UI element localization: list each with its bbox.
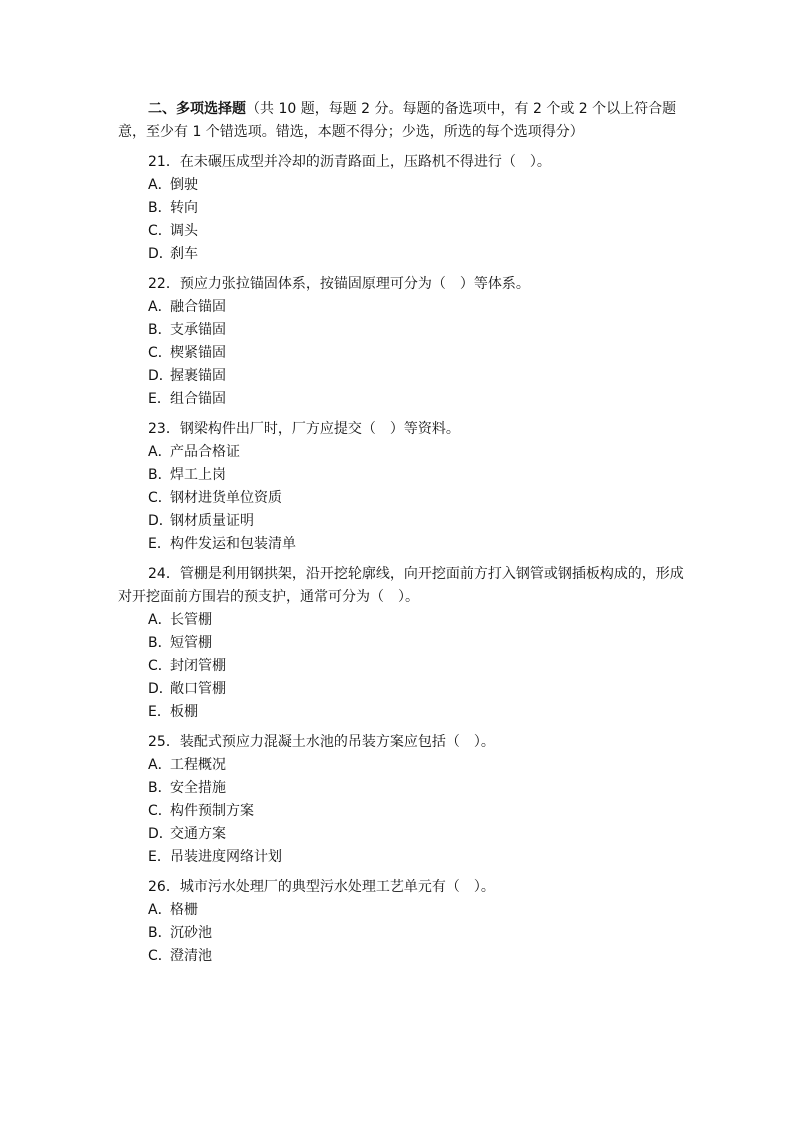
option-text: 构件预制方案: [170, 803, 254, 819]
question-24: [118, 563, 684, 724]
option-letter: A．: [148, 612, 172, 628]
option-text: 板棚: [170, 704, 198, 720]
option-letter: E．: [148, 704, 171, 720]
answer-option: [118, 945, 684, 968]
option-text: 握裹锚固: [170, 368, 226, 384]
option-text: 格栅: [170, 902, 198, 918]
question-stem: 23．钢梁构件出厂时，厂方应提交（ ）等资料。: [148, 421, 460, 437]
option-text: 钢材进货单位资质: [170, 490, 282, 506]
question-21: [118, 151, 684, 266]
answer-option: [118, 487, 684, 510]
option-letter: C．: [148, 948, 172, 964]
question-stem: 26．城市污水处理厂的典型污水处理工艺单元有（ ）。: [148, 879, 495, 895]
option-letter: B．: [148, 467, 172, 483]
section-heading: [118, 98, 684, 144]
answer-option: [118, 365, 684, 388]
question-stem: 22．预应力张拉锚固体系，按锚固原理可分为（ ）等体系。: [148, 276, 530, 292]
option-text: 楔紧锚固: [170, 345, 226, 361]
answer-option: [118, 243, 684, 266]
answer-option: [118, 220, 684, 243]
question-22: [118, 273, 684, 411]
option-letter: B．: [148, 780, 172, 796]
question-stem: 21．在未碾压成型并冷却的沥青路面上，压路机不得进行（ ）。: [148, 154, 551, 170]
option-text: 吊装进度网络计划: [170, 849, 282, 865]
option-letter: E．: [148, 391, 171, 407]
section-title: 二、多项选择题: [148, 101, 246, 117]
answer-option: [118, 533, 684, 556]
question-26: [118, 876, 684, 968]
answer-option: [118, 632, 684, 655]
option-text: 组合锚固: [170, 391, 226, 407]
answer-option: [118, 678, 684, 701]
answer-option: [118, 800, 684, 823]
option-text: 转向: [170, 200, 198, 216]
option-text: 交通方案: [170, 826, 226, 842]
option-text: 澄清池: [170, 948, 212, 964]
option-text: 沉砂池: [170, 925, 212, 941]
question-23: [118, 418, 684, 556]
document-page: [118, 98, 684, 975]
option-text: 产品合格证: [170, 444, 240, 460]
option-letter: C．: [148, 223, 172, 239]
answer-option: [118, 174, 684, 197]
option-letter: B．: [148, 925, 172, 941]
option-letter: D．: [148, 246, 173, 262]
option-letter: C．: [148, 803, 172, 819]
option-letter: A．: [148, 299, 172, 315]
answer-option: [118, 296, 684, 319]
answer-option: [118, 823, 684, 846]
answer-option: [118, 609, 684, 632]
option-letter: C．: [148, 345, 172, 361]
answer-option: [118, 899, 684, 922]
answer-option: [118, 922, 684, 945]
option-letter: A．: [148, 902, 172, 918]
option-text: 调头: [170, 223, 198, 239]
question-list: [118, 151, 684, 968]
answer-option: [118, 846, 684, 869]
answer-option: [118, 464, 684, 487]
option-letter: E．: [148, 849, 171, 865]
option-letter: C．: [148, 658, 172, 674]
option-letter: D．: [148, 368, 173, 384]
answer-option: [118, 441, 684, 464]
option-letter: A．: [148, 444, 172, 460]
option-text: 焊工上岗: [170, 467, 226, 483]
option-letter: A．: [148, 177, 172, 193]
question-stem: 24．管棚是利用钢拱架，沿开挖轮廓线，向开挖面前方打入钢管或钢插板构成的，形成对开挖面前方围岩的预支护，通常可分为（ ）。: [118, 566, 684, 605]
option-letter: D．: [148, 826, 173, 842]
option-text: 融合锚固: [170, 299, 226, 315]
option-text: 构件发运和包装清单: [170, 536, 296, 552]
option-text: 钢材质量证明: [170, 513, 254, 529]
option-letter: A．: [148, 757, 172, 773]
option-letter: E．: [148, 536, 171, 552]
answer-option: [118, 510, 684, 533]
option-text: 短管棚: [170, 635, 212, 651]
option-text: 工程概况: [170, 757, 226, 773]
question-stem: 25．装配式预应力混凝土水池的吊装方案应包括（ ）。: [148, 734, 495, 750]
option-text: 安全措施: [170, 780, 226, 796]
option-text: 封闭管棚: [170, 658, 226, 674]
option-text: 刹车: [170, 246, 198, 262]
option-letter: B．: [148, 200, 172, 216]
answer-option: [118, 197, 684, 220]
answer-option: [118, 701, 684, 724]
option-letter: C．: [148, 490, 172, 506]
answer-option: [118, 754, 684, 777]
answer-option: [118, 388, 684, 411]
answer-option: [118, 655, 684, 678]
answer-option: [118, 342, 684, 365]
option-letter: D．: [148, 513, 173, 529]
option-letter: B．: [148, 635, 172, 651]
option-letter: B．: [148, 322, 172, 338]
question-25: [118, 731, 684, 869]
option-text: 长管棚: [170, 612, 212, 628]
answer-option: [118, 777, 684, 800]
option-letter: D．: [148, 681, 173, 697]
option-text: 倒驶: [170, 177, 198, 193]
answer-option: [118, 319, 684, 342]
section-instructions: （共 10 题，每题 2 分。每题的备选项中，有 2 个或 2 个以上符合题意，至少有 1 个错选项。错选，本题不得分；少选，所选的每个选项得分）: [118, 101, 677, 140]
option-text: 敞口管棚: [170, 681, 226, 697]
option-text: 支承锚固: [170, 322, 226, 338]
